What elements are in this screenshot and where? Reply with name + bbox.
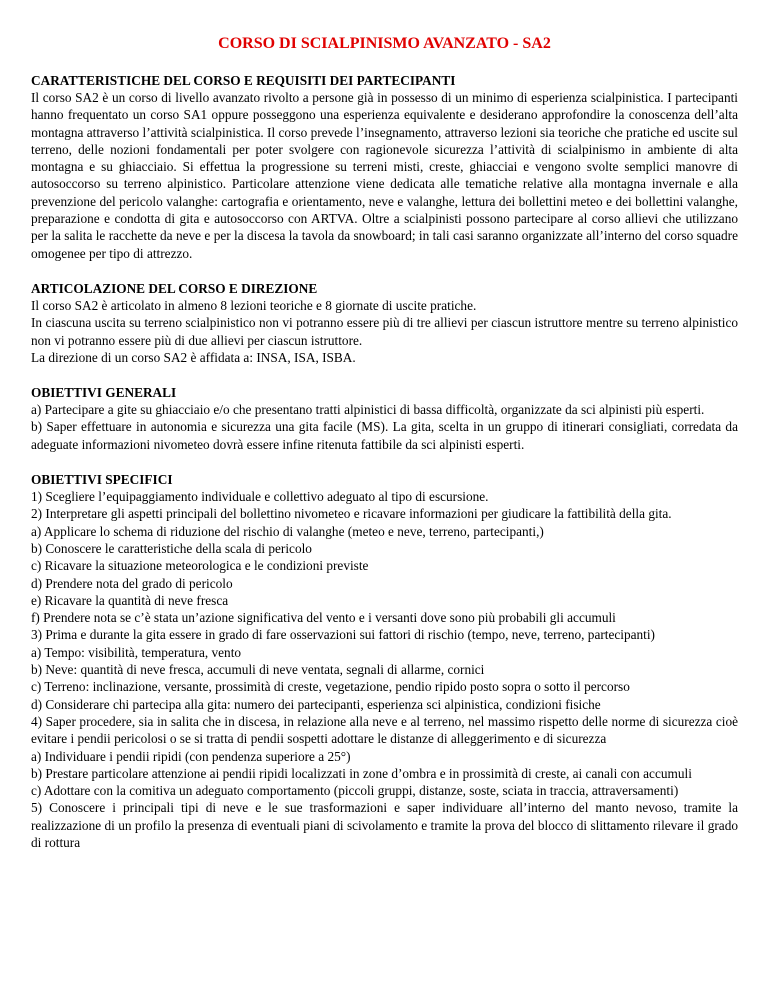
document-title: CORSO DI SCIALPINISMO AVANZATO - SA2 bbox=[218, 35, 551, 52]
list-item: b) Neve: quantità di neve fresca, accumuli di neve ventata, segnali di allarme, cornici bbox=[31, 662, 485, 678]
list-item: 2) Interpretare gli aspetti principali del bollettino nivometeo e ricavare informazioni per giudicare la fattibilità della gita. bbox=[31, 506, 672, 522]
section-heading: ARTICOLAZIONE DEL CORSO E DIREZIONE bbox=[31, 280, 318, 296]
list-item: b) Prestare particolare attenzione ai pendii ripidi localizzati in zone d’ombra e in prossimità di creste, ai canali con accumuli bbox=[31, 765, 692, 781]
text-line: La direzione di un corso SA2 è affidata a: INSA, ISA, ISBA. bbox=[31, 349, 356, 365]
text-line: Il corso SA2 è articolato in almeno 8 lezioni teoriche e 8 giornate di uscite pratiche. bbox=[31, 297, 477, 313]
list-item: c) Adottare con la comitiva un adeguato comportamento (piccoli gruppi, distanze, soste, sciata in traccia, attraversamenti) bbox=[31, 783, 679, 799]
section-paragraph: Il corso SA2 è un corso di livello avanzato rivolto a persone già in possesso di un minimo di esperienza scialpinistica. I partecipanti hanno frequentato un corso SA1 oppure posseggono una esperienza equivalente e desiderano approfondire la conoscenza dell’alta montagna attraverso l’attività scialpinistica. Il corso prevede l’insegnamento, attraverso lezioni sia teoriche che pratiche ed uscite sul terreno, delle nozioni fondamentali per poter svolgere con ragionevole sicurezza l’attività di scialpinismo in ambiente di alta montagna e su ghiacciaio. Si effettua la progressione su terreni misti, creste, ghiacciai e vengono svolte semplici manovre di autosoccorso su terreno alpinistico. Particolare attenzione viene dedicata alle tematiche relative alla montagna invernale e alla prevenzione del pericolo valanghe: cartografia e orientamento, neve e valanghe, lettura dei bollettini meteo e dei bollettini valanghe, preparazione e condotta di gita e autosoccorso con ARTVA. Oltre a scialpinisti possono partecipare al corso allievi che utilizzano per la salita le racchette da neve e per la discesa la tavola da snowboard; in tali casi saranno organizzate all’interno del corso squadre omogenee per tipo di attrezzo. bbox=[31, 90, 738, 261]
list-item: b) Saper effettuare in autonomia e sicurezza una gita facile (MS). La gita, scelta in un gruppo di itinerari consigliati, corredata da adeguate informazioni nivometeo dovrà essere infine ritenuta fattibile da sci alpinisti esperti. bbox=[31, 419, 738, 452]
list-item: 3) Prima e durante la gita essere in grado di fare osservazioni sui fattori di rischio (tempo, neve, terreno, partecipanti) bbox=[31, 627, 655, 643]
section-caratteristiche bbox=[31, 72, 738, 262]
list-item: 4) Saper procedere, sia in salita che in discesa, in relazione alla neve e al terreno, nel massimo rispetto delle norme di sicurezza cioè evitare i pendii pericolosi o se si tratta di pendii sospetti adottare le distanze di alleggerimento e di sicurezza bbox=[31, 713, 738, 747]
list-item: f) Prendere nota se c’è stata un’azione significativa del vento e i versanti dove sono più probabili gli accumuli bbox=[31, 610, 616, 626]
list-item: 5) Conoscere i principali tipi di neve e le sue trasformazioni e saper individuare all’interno del manto nevoso, tramite la realizzazione di un profilo la presenza di eventuali piani di scivolamento e tramite la prova del blocco di slittamento rilevare il grado di rottura bbox=[31, 800, 738, 850]
list-item: c) Terreno: inclinazione, versante, prossimità di creste, vegetazione, pendio ripido posto sopra o sotto il percorso bbox=[31, 679, 630, 695]
list-item: 1) Scegliere l’equipaggiamento individuale e collettivo adeguato al tipo di escursione. bbox=[31, 489, 489, 505]
list-item: e) Ricavare la quantità di neve fresca bbox=[31, 592, 229, 608]
list-item: b) Conoscere le caratteristiche della scala di pericolo bbox=[31, 540, 312, 556]
section-heading: OBIETTIVI SPECIFICI bbox=[31, 472, 173, 488]
list-item: a) Partecipare a gite su ghiacciaio e/o che presentano tratti alpinistici di bassa difficoltà, organizzate da sci alpinisti più esperti. bbox=[31, 402, 705, 418]
section-obiettivi-specifici bbox=[31, 471, 738, 851]
section-articolazione bbox=[31, 280, 738, 366]
section-heading: CARATTERISTICHE DEL CORSO E REQUISITI DEI PARTECIPANTI bbox=[31, 73, 456, 88]
list-item: a) Individuare i pendii ripidi (con pendenza superiore a 25°) bbox=[31, 748, 351, 764]
section-heading: OBIETTIVI GENERALI bbox=[31, 385, 177, 401]
list-item: a) Applicare lo schema di riduzione del rischio di valanghe (meteo e neve, terreno, partecipanti,) bbox=[31, 523, 544, 539]
list-item: a) Tempo: visibilità, temperatura, vento bbox=[31, 644, 242, 660]
section-obiettivi-generali bbox=[31, 384, 738, 453]
text-line: In ciascuna uscita su terreno scialpinistico non vi potranno essere più di tre allievi per ciascun istruttore mentre su terreno alpinistico non vi potranno essere più di due allievi per ciascun istruttore. bbox=[31, 315, 738, 348]
list-item: d) Considerare chi partecipa alla gita: numero dei partecipanti, esperienza sci alpinistica, condizioni fisiche bbox=[31, 696, 601, 712]
list-item: d) Prendere nota del grado di pericolo bbox=[31, 575, 233, 591]
list-item: c) Ricavare la situazione meteorologica e le condizioni previste bbox=[31, 558, 369, 574]
